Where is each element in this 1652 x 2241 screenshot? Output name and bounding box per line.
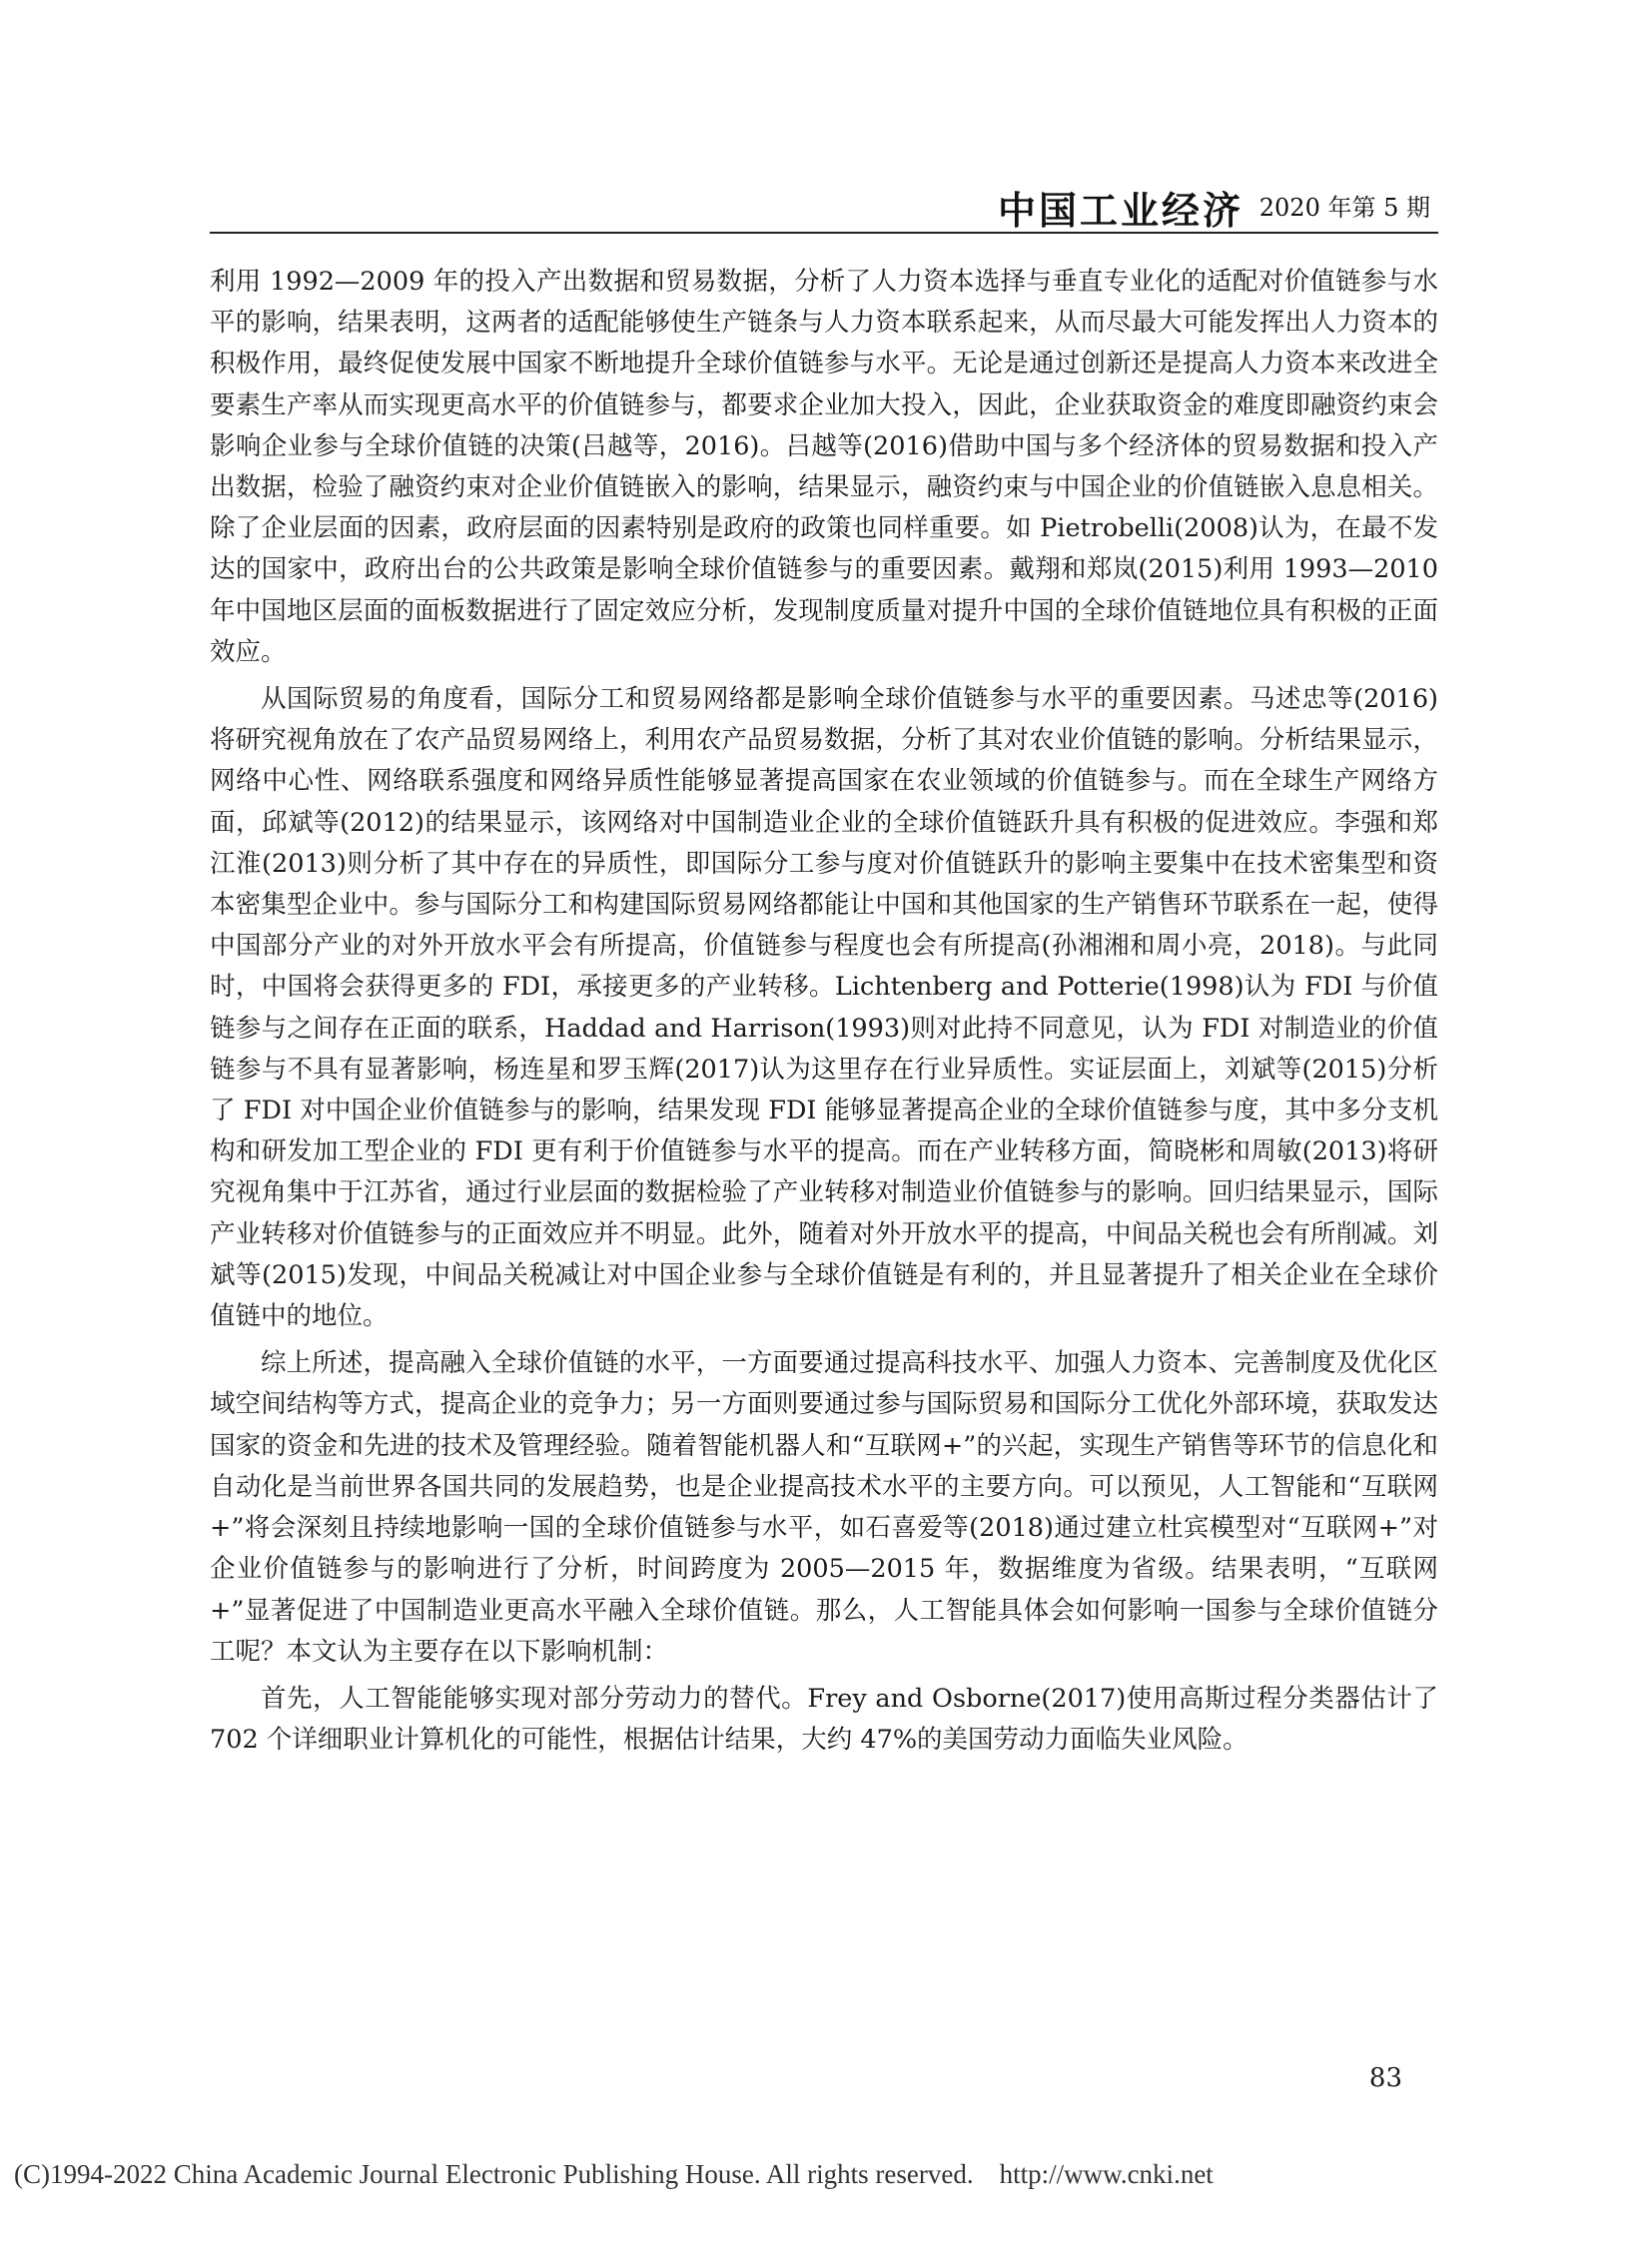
paragraph-1: 利用 1992—2009 年的投入产出数据和贸易数据，分析了人力资本选择与垂直专业化的适配对价值链参与水平的影响，结果表明，这两者的适配能够使生产链条与人力资本联系起来，从而尽最大可能发挥出人力资本的积极作用，最终促使发展中国家不断地提升全球价值链参与水平。无论是通过创新还是提高人力资本来改进全要素生产率从而实现更高水平的价值链参与，都要求企业加大投入，因此，企业获取资金的难度即融资约束会影响企业参与全球价值链的决策(吕越等，2016)。吕越等(2016)借助中国与多个经济体的贸易数据和投入产出数据，检验了融资约束对企业价值链嵌入的影响，结果显示，融资约束与中国企业的价值链嵌入息息相关。除了企业层面的因素，政府层面的因素特别是政府的政策也同样重要。如 Pietrobelli(2008)认为，在最不发达的国家中，政府出台的公共政策是影响全球价值链参与的重要因素。戴翔和郑岚(2015)利用 1993—2010 年中国地区层面的面板数据进行了固定效应分析，发现制度质量对提升中国的全球价值链地位具有积极的正面效应。 bbox=[210, 267, 1438, 667]
article-body bbox=[210, 262, 1438, 1767]
copyright-text: (C)1994-2022 China Academic Journal Electronic Publishing House. All rights reserved. bbox=[14, 2159, 974, 2189]
paragraph-4: 首先，人工智能能够实现对部分劳动力的替代。Frey and Osborne(2017)使用高斯过程分类器估计了 702 个详细职业计算机化的可能性，根据估计结果，大约 47%的美国劳动力面临失业风险。 bbox=[210, 1683, 1438, 1756]
page-number: 83 bbox=[1368, 2063, 1402, 2093]
copyright-footer bbox=[14, 2159, 1652, 2190]
issue-label: 2020 年第 5 期 bbox=[1258, 194, 1430, 222]
running-header bbox=[210, 180, 1438, 234]
journal-logo: 中国工业经济 bbox=[997, 189, 1243, 233]
footer-url-link[interactable]: http://www.cnki.net bbox=[999, 2159, 1214, 2189]
paragraph-3: 综上所述，提高融入全球价值链的水平，一方面要通过提高科技水平、加强人力资本、完善制度及优化区域空间结构等方式，提高企业的竞争力；另一方面则要通过参与国际贸易和国际分工优化外部环境，获取发达国家的资金和先进的技术及管理经验。随着智能机器人和“互联网+”的兴起，实现生产销售等环节的信息化和自动化是当前世界各国共同的发展趋势，也是企业提高技术水平的主要方向。可以预见，人工智能和“互联网+”将会深刻且持续地影响一国的全球价值链参与水平，如石喜爱等(2018)通过建立杜宾模型对“互联网+”对企业价值链参与的影响进行了分析，时间跨度为 2005—2015 年，数据维度为省级。结果表明，“互联网+”显著促进了中国制造业更高水平融入全球价值链。那么，人工智能具体会如何影响一国参与全球价值链分工呢？本文认为主要存在以下影响机制： bbox=[210, 1348, 1438, 1667]
paragraph-2: 从国际贸易的角度看，国际分工和贸易网络都是影响全球价值链参与水平的重要因素。马述忠等(2016)将研究视角放在了农产品贸易网络上，利用农产品贸易数据，分析了其对农业价值链的影响。分析结果显示，网络中心性、网络联系强度和网络异质性能够显著提高国家在农业领域的价值链参与。而在全球生产网络方面，邱斌等(2012)的结果显示，该网络对中国制造业企业的全球价值链跃升具有积极的促进效应。李强和郑江淮(2013)则分析了其中存在的异质性，即国际分工参与度对价值链跃升的影响主要集中在技术密集型和资本密集型企业中。参与国际分工和构建国际贸易网络都能让中国和其他国家的生产销售环节联系在一起，使得中国部分产业的对外开放水平会有所提高，价值链参与程度也会有所提高(孙湘湘和周小亮，2018)。与此同时，中国将会获得更多的 FDI，承接更多的产业转移。Lichtenberg and Potterie(1998)认为 FDI 与价值链参与之间存在正面的联系，Haddad and Harrison(1993)则对此持不同意见，认为 FDI 对制造业的价值链参与不具有显著影响，杨连星和罗玉辉(2017)认为这里存在行业异质性。实证层面上，刘斌等(2015)分析了 FDI 对中国企业价值链参与的影响，结果发现 FDI 能够显著提高企业的全球价值链参与度，其中多分支机构和研发加工型企业的 FDI 更有利于价值链参与水平的提高。而在产业转移方面，简晓彬和周敏(2013)将研究视角集中于江苏省，通过行业层面的数据检验了产业转移对制造业价值链参与的影响。回归结果显示，国际产业转移对价值链参与的正面效应并不明显。此外，随着对外开放水平的提高，中间品关税也会有所削减。刘斌等(2015)发现，中间品关税减让对中国企业参与全球价值链是有利的，并且显著提升了相关企业在全球价值链中的地位。 bbox=[210, 684, 1438, 1332]
